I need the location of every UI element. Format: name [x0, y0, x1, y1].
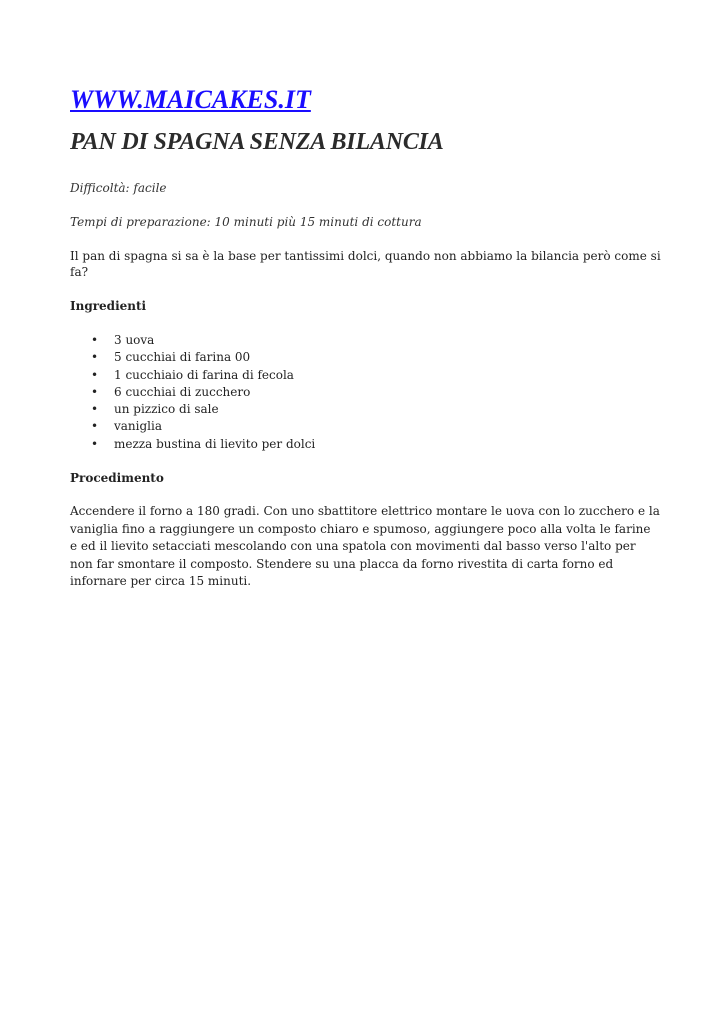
ingredient-item	[70, 367, 670, 384]
bullet-icon: •	[91, 350, 99, 365]
ingredient-item	[70, 349, 670, 366]
ingredients-heading: Ingredienti	[70, 299, 147, 313]
ingredient-label: 3 uova	[114, 333, 155, 347]
site-link[interactable]: WWW.MAICAKES.IT	[70, 85, 311, 114]
document-page	[70, 84, 670, 591]
difficulty-text: Difficoltà: facile	[70, 181, 167, 195]
procedure-heading: Procedimento	[70, 471, 164, 486]
ingredient-item	[70, 332, 670, 349]
bullet-icon: •	[91, 419, 99, 434]
preparation-times-text: Tempi di preparazione: 10 minuti più 15 minuti di cottura	[70, 215, 422, 229]
procedure-paragraph: Accendere il forno a 180 gradi. Con uno sbattitore elettrico montare le uova con lo zucchero e la vaniglia fino a raggiungere un composto chiaro e spumoso, aggiungere poco alla volta le farine e ed il lievito setacciati mescolando con una spatola con movimenti dal basso verso l'alto per non far smontare il composto. Stendere su una placca da forno rivestita di carta forno ed infornare per circa 15 minuti.	[70, 504, 660, 589]
ingredient-item	[70, 436, 670, 453]
bullet-icon: •	[91, 384, 99, 399]
ingredient-item	[70, 418, 670, 435]
intro-paragraph: Il pan di spagna si sa è la base per tantissimi dolci, quando non abbiamo la bilancia però come si fa?	[70, 249, 661, 279]
bullet-icon: •	[91, 402, 99, 417]
ingredient-label: un pizzico di sale	[114, 402, 219, 417]
recipe-title: PAN DI SPAGNA SENZA BILANCIA	[70, 129, 444, 155]
ingredient-label: vaniglia	[114, 419, 163, 434]
ingredient-item	[70, 401, 670, 418]
bullet-icon: •	[91, 436, 99, 451]
ingredient-label: 1 cucchiaio di farina di fecola	[114, 367, 294, 382]
ingredient-label: mezza bustina di lievito per dolci	[114, 436, 316, 451]
ingredient-item	[70, 384, 670, 401]
ingredient-label: 6 cucchiai di zucchero	[114, 384, 251, 399]
bullet-icon: •	[91, 333, 99, 347]
bullet-icon: •	[91, 367, 99, 382]
ingredient-label: 5 cucchiai di farina 00	[114, 350, 251, 365]
ingredients-list	[70, 332, 670, 453]
